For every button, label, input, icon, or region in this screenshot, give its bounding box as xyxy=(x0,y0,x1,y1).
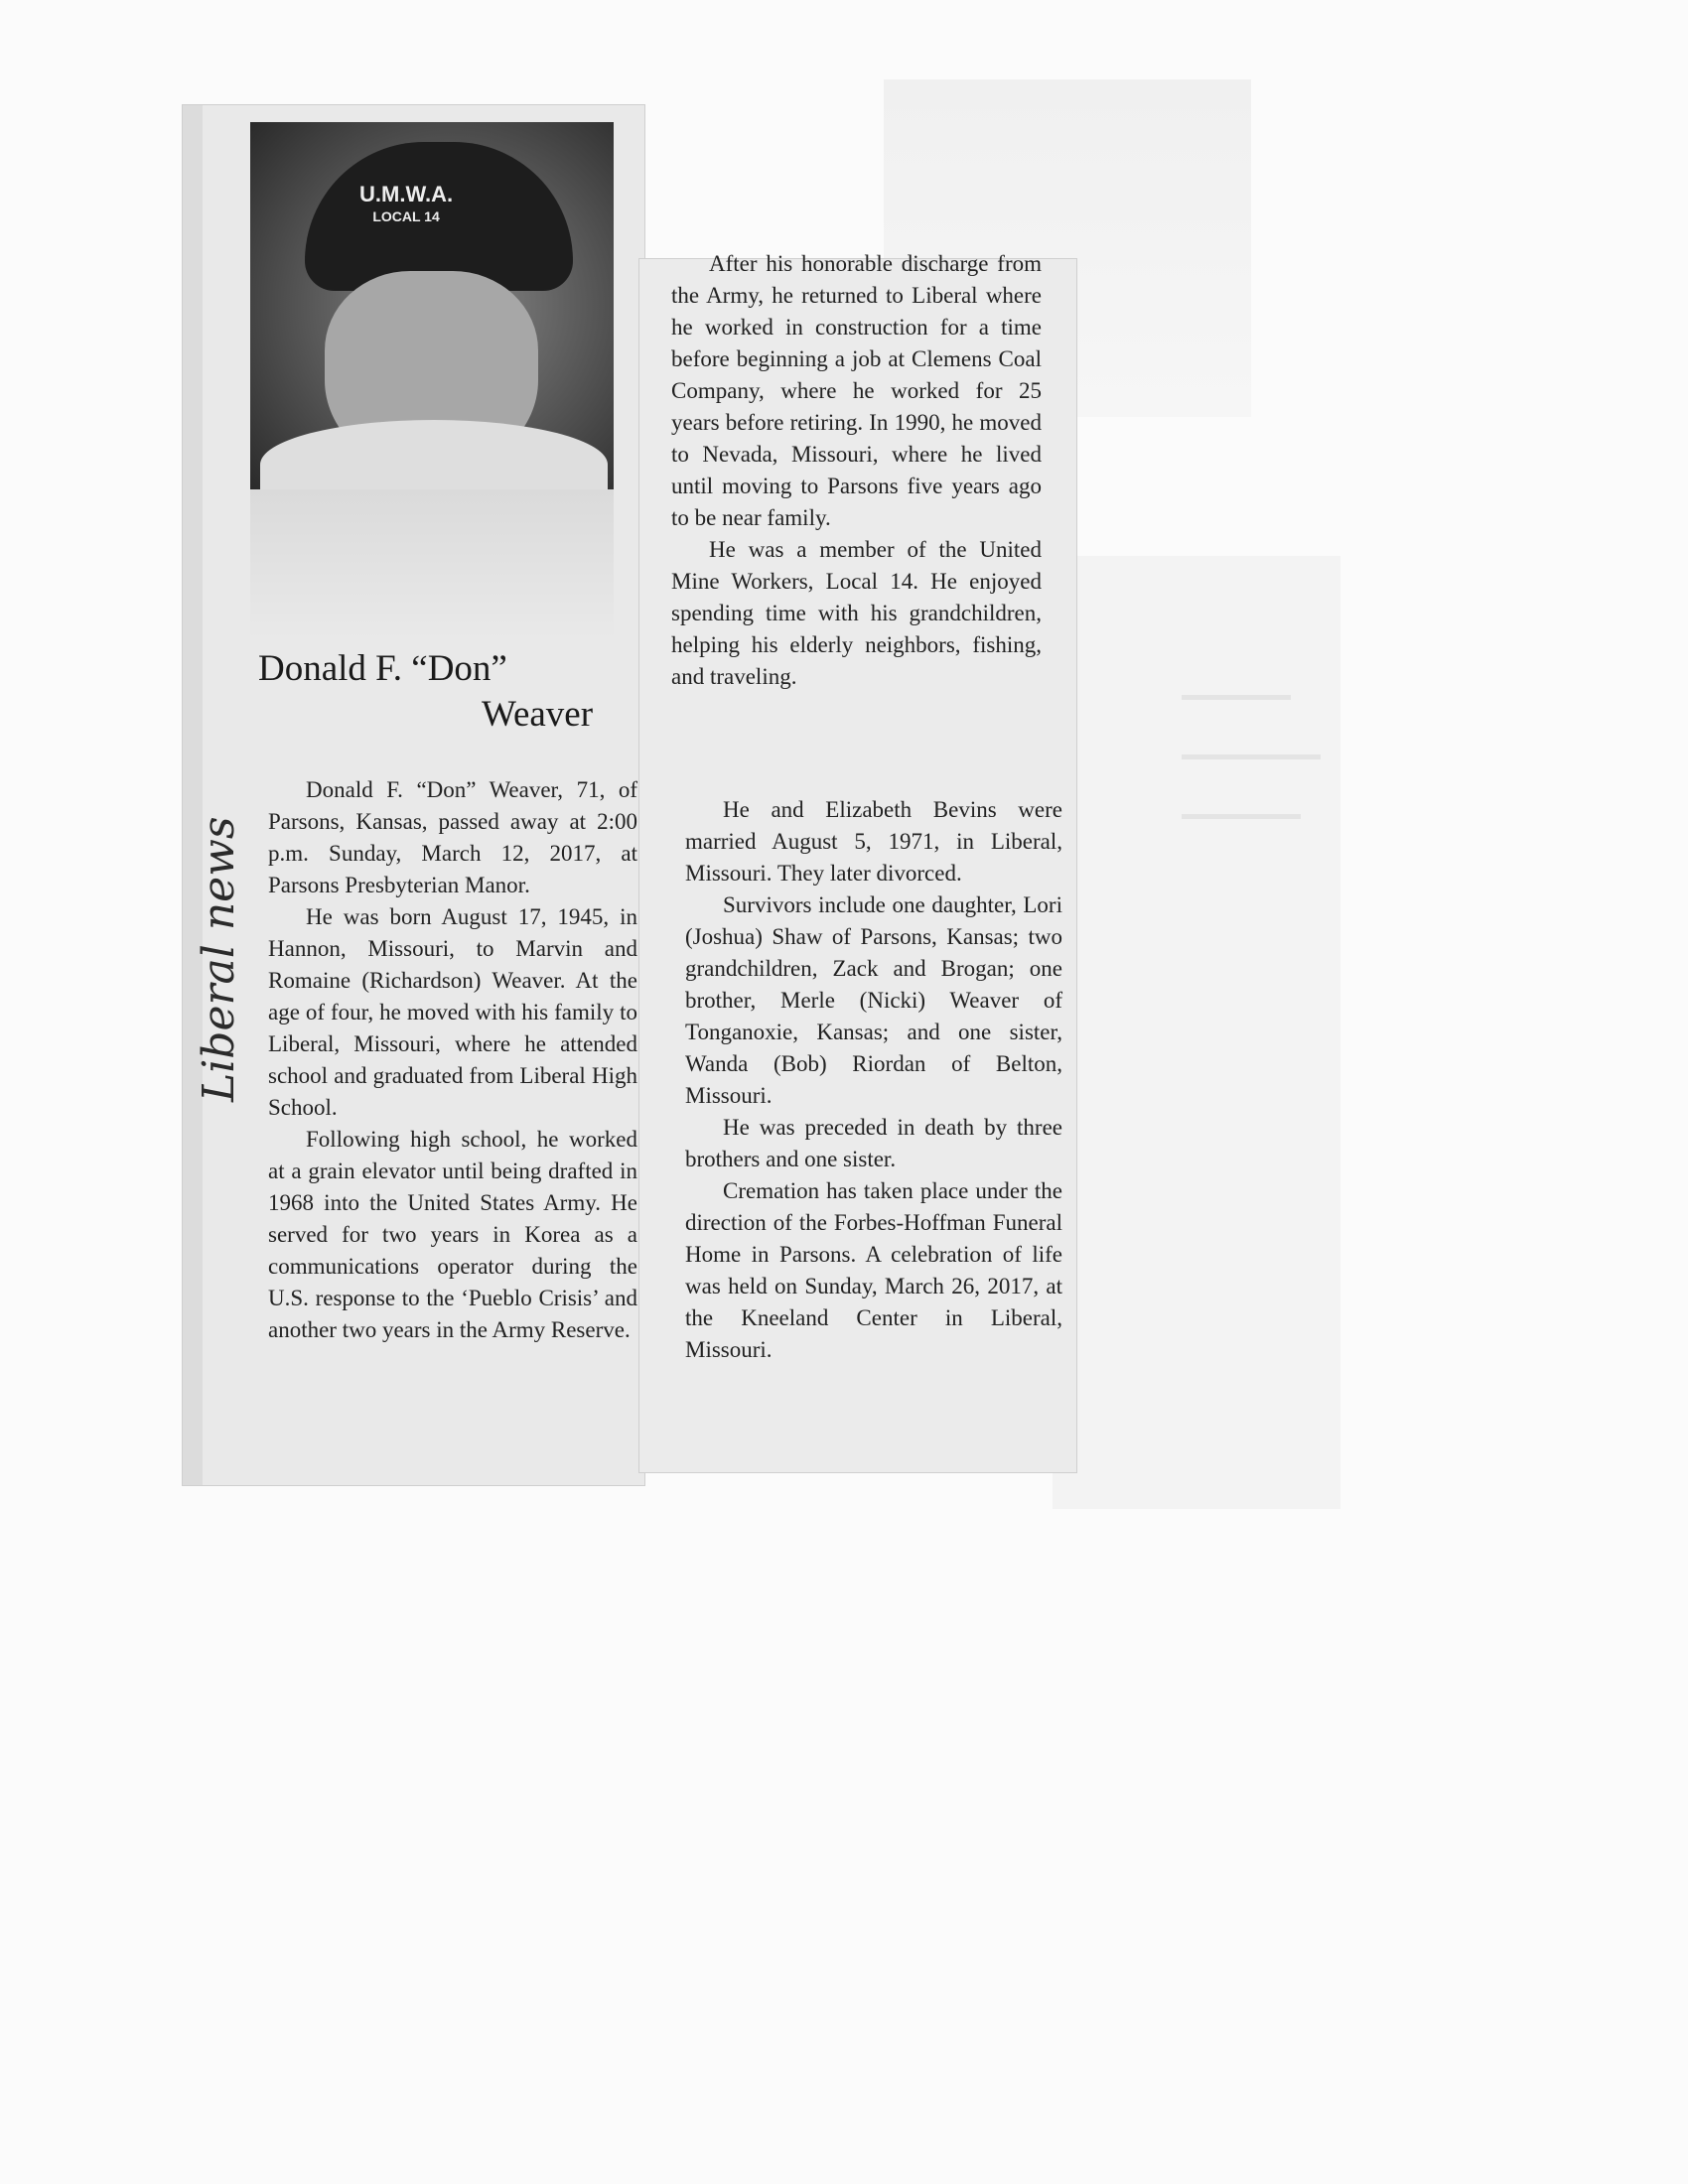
bleed-line xyxy=(1182,754,1321,759)
headline-name: Donald F. “Don” xyxy=(258,648,507,689)
right-column-bottom xyxy=(685,794,1062,1366)
obituary-photo xyxy=(250,122,614,489)
bleed-line xyxy=(1182,814,1301,819)
paragraph: He was born August 17, 1945, in Hannon, Missouri, to Marvin and Romaine (Richardson) Weaver. At the age of four, he moved with his family to Liberal, Missouri, where he attended school and graduated from Liberal High School. xyxy=(268,904,637,1120)
paragraph: He was a member of the United Mine Workers, Local 14. He enjoyed spending time with his grandchildren, helping his elderly neighbors, fishing, and traveling. xyxy=(671,537,1042,689)
paragraph: He was preceded in death by three brothers and one sister. xyxy=(685,1115,1062,1171)
bleed-line xyxy=(1182,695,1291,700)
shirt-shape xyxy=(260,420,608,489)
paragraph: Cremation has taken place under the direction of the Forbes-Hoffman Funeral Home in Parsons. A celebration of life was held on Sunday, March 26, 2017, at the Kneeland Center in Liberal, Missouri. xyxy=(685,1178,1062,1362)
paragraph: Following high school, he worked at a grain elevator until being drafted in 1968 into the United States Army. He served for two years in Korea as a communications operator during the U.S. response to the ‘Pueblo Crisis’ and another two years in the Army Reserve. xyxy=(268,1127,637,1342)
paragraph: Survivors include one daughter, Lori (Joshua) Shaw of Parsons, Kansas; two grandchildren, Zack and Brogan; one brother, Merle (Nicki) Weaver of Tonganoxie, Kansas; and one sister, Wanda (Bob) Riordan of Belton, Missouri. xyxy=(685,892,1062,1108)
right-column-top xyxy=(671,248,1042,693)
paragraph: He and Elizabeth Bevins were married August 5, 1971, in Liberal, Missouri. They later divorced. xyxy=(685,797,1062,886)
left-column xyxy=(268,774,637,1346)
photo-lower-fade xyxy=(250,489,614,638)
paragraph: After his honorable discharge from the Army, he returned to Liberal where he worked in construction for a time before beginning a job at Clemens Coal Company, where he worked for 25 years before retiring. In 1990, he moved to Nevada, Missouri, where he lived until moving to Parsons five years ago to be near family. xyxy=(671,251,1042,530)
paragraph: Donald F. “Don” Weaver, 71, of Parsons, Kansas, passed away at 2:00 p.m. Sunday, March 12, 2017, at Parsons Presbyterian Manor. xyxy=(268,777,637,897)
handwritten-source-note: Liberal news xyxy=(194,816,244,1102)
headline-surname: Weaver xyxy=(482,694,594,735)
cap-logo-text: U.M.W.A. LOCAL 14 xyxy=(359,182,454,224)
